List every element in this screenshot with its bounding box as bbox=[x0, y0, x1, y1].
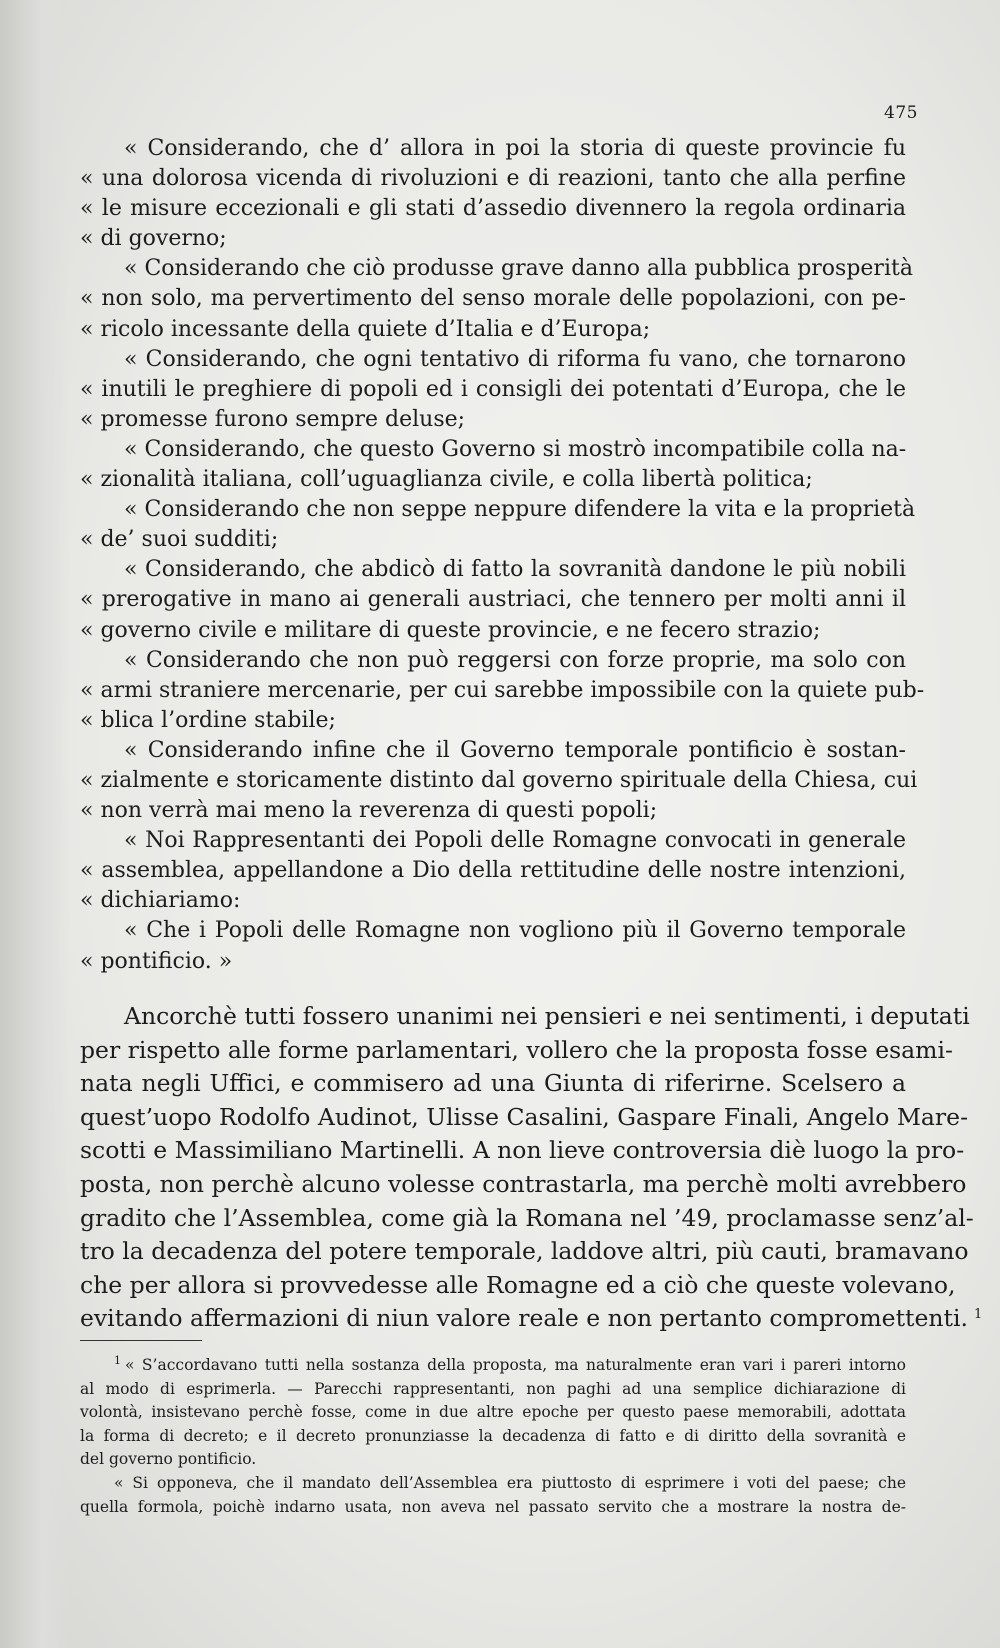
decree-line: « Considerando che ciò produsse grave danno alla pubblica prosperità bbox=[124, 256, 913, 282]
decree-line: « Considerando, che abdicò di fatto la sovranità dandone le più nobili bbox=[124, 557, 906, 583]
decree-line: « le misure eccezionali e gli stati d’assedio divennero la regola ordinaria bbox=[80, 196, 906, 222]
decree-line: « governo civile e militare di queste provincie, e ne fecero strazio; bbox=[80, 617, 821, 643]
narrative-line: scotti e Massimiliano Martinelli. A non lieve controversia diè luogo la pro- bbox=[80, 1136, 965, 1165]
footnote-line: « S’accordavano tutti nella sostanza della proposta, ma naturalmente eran vari i pareri intorno bbox=[125, 1356, 906, 1374]
narrative-line: gradito che l’Assemblea, come già la Romana nel ’49, proclamasse senz’al- bbox=[80, 1203, 974, 1232]
footnote-reference[interactable]: 1 bbox=[973, 1306, 983, 1322]
decree-line: « pontificio. » bbox=[80, 948, 233, 974]
decree-line: « Considerando che non seppe neppure difendere la vita e la proprietà bbox=[124, 497, 916, 523]
footnote-divider bbox=[80, 1340, 202, 1341]
decree-line: « zialmente e storicamente distinto dal governo spirituale della Chiesa, cui bbox=[80, 767, 918, 793]
narrative-line: posta, non perchè alcuno volesse contrastarla, ma perchè molti avrebbero bbox=[80, 1169, 967, 1198]
decree-line: « assemblea, appellandone a Dio della rettitudine delle nostre intenzioni, bbox=[80, 858, 906, 884]
decree-line: « Noi Rappresentanti dei Popoli delle Romagne convocati in generale bbox=[124, 828, 906, 854]
page-gutter-shadow bbox=[0, 0, 70, 1648]
footnote-first-line bbox=[80, 1354, 906, 1378]
narrative-line: che per allora si provvedesse alle Romagne ed a ciò che queste volevano, bbox=[80, 1270, 956, 1299]
footnote-number: 1 bbox=[114, 1353, 121, 1367]
decree-line: « blica l’ordine stabile; bbox=[80, 707, 336, 733]
footnotes bbox=[80, 1354, 906, 1519]
narrative-line: nata negli Uffici, e commisero ad una Giunta di riferirne. Scelsero a bbox=[80, 1069, 906, 1098]
decree-line: « inutili le preghiere di popoli ed i consigli dei potentati d’Europa, che le bbox=[80, 376, 906, 402]
decree-line: « Considerando che non può reggersi con forze proprie, ma solo con bbox=[124, 647, 906, 673]
footnote-line: « Si opponeva, che il mandato dell’Assemblea era piuttosto di esprimere i voti del paese; che bbox=[114, 1473, 906, 1492]
decree-line: « Considerando, che ogni tentativo di riforma fu vano, che tornarono bbox=[124, 346, 906, 372]
decree-line: « dichiariamo: bbox=[80, 888, 241, 914]
decree-line: « Considerando, che d’ allora in poi la storia di queste provincie fu bbox=[124, 136, 906, 161]
narrative-line: per rispetto alle forme parlamentari, vollero che la proposta fosse esami- bbox=[80, 1035, 953, 1064]
decree-line: « Considerando, che questo Governo si mostrò incompatibile colla na- bbox=[124, 436, 907, 462]
decree-line: « Considerando infine che il Governo temporale pontificio è sostan- bbox=[124, 737, 906, 763]
narrative-paragraph bbox=[80, 1000, 983, 1336]
narrative-line: evitando affermazioni di niun valore reale e non pertanto compromettenti. bbox=[80, 1304, 968, 1333]
decree-line: « de’ suoi sudditi; bbox=[80, 527, 279, 553]
footnote-line: volontà, insistevano perchè fosse, come in due altre epoche per questo paese memorabili, adottata bbox=[80, 1403, 906, 1422]
narrative-last-line bbox=[80, 1302, 983, 1336]
narrative-line: Ancorchè tutti fossero unanimi nei pensieri e nei sentimenti, i deputati bbox=[124, 1002, 970, 1030]
narrative-line: tro la decadenza del potere temporale, laddove altri, più cauti, bramavano bbox=[80, 1237, 969, 1266]
decree-line: « non solo, ma pervertimento del senso morale delle popolazioni, con pe- bbox=[80, 286, 906, 312]
decree-line: « di governo; bbox=[80, 226, 227, 252]
decree-line: « Che i Popoli delle Romagne non vogliono più il Governo temporale bbox=[124, 918, 906, 944]
footnote-line: la forma di decreto; e il decreto pronunziasse la decadenza di fatto e di diritto della sovranità e bbox=[80, 1426, 906, 1445]
decree-line: « promesse furono sempre deluse; bbox=[80, 406, 466, 432]
footnote-line: del governo pontificio. bbox=[80, 1450, 257, 1469]
footnote-line: quella formola, poichè indarno usata, non aveva nel passato servito che a mostrare la nostra de- bbox=[80, 1497, 906, 1516]
footnote-line: al modo di esprimerla. — Parecchi rappresentanti, non paghi ad una semplice dichiarazione di bbox=[80, 1379, 906, 1398]
decree-line: « ricolo incessante della quiete d’Italia e d’Europa; bbox=[80, 316, 651, 342]
decree-line: « zionalità italiana, coll’uguaglianza civile, e colla libertà politica; bbox=[80, 467, 813, 493]
decree-line: « non verrà mai meno la reverenza di questi popoli; bbox=[80, 798, 658, 824]
decree-text bbox=[80, 134, 925, 977]
decree-line: « una dolorosa vicenda di rivoluzioni e di reazioni, tanto che alla perfine bbox=[80, 166, 906, 192]
narrative-line: quest’uopo Rodolfo Audinot, Ulisse Casalini, Gaspare Finali, Angelo Mare- bbox=[80, 1102, 969, 1131]
decree-line: « prerogative in mano ai generali austriaci, che tennero per molti anni il bbox=[80, 587, 906, 613]
page-number: 475 bbox=[884, 103, 918, 123]
decree-line: « armi straniere mercenarie, per cui sarebbe impossibile con la quiete pub- bbox=[80, 677, 925, 703]
